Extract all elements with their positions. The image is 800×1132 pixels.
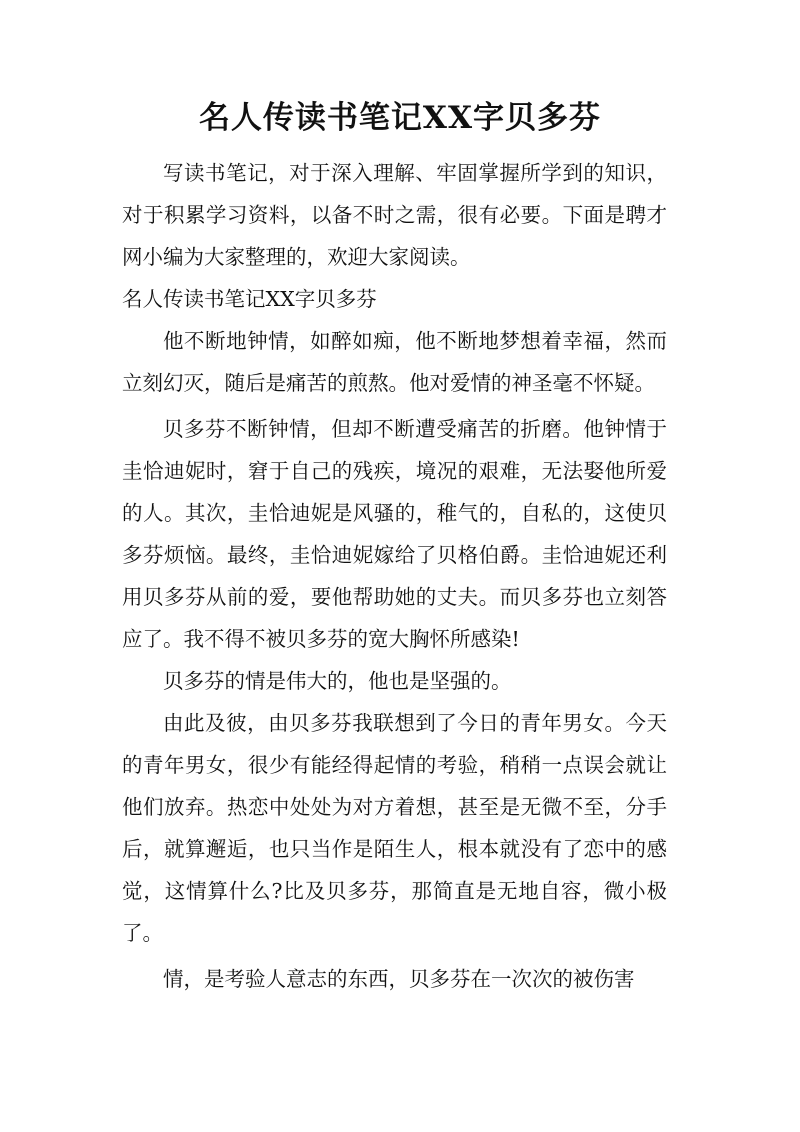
- body-paragraph: 贝多芬的情是伟大的，他也是坚强的。: [163, 669, 512, 693]
- body-paragraph: 由此及彼，由贝多芬我联想到了今日的青年男女。今天的青年男女，很少有能经得起情的考验，稍稍一点误会就让他们放弃。热恋中处处为对方着想，甚至是无微不至，分手后，就算邂逅，也只当作是陌生人，根本就没有了恋中的感觉，这情算什么?比及贝多芬，那简直是无地自容，微小极了。: [122, 711, 667, 945]
- document-title: 名人传读书笔记XX字贝多芬: [198, 100, 602, 136]
- body-paragraph: 情，是考验人意志的东西，贝多芬在一次次的被伤害: [163, 967, 635, 991]
- section-heading: 名人传读书笔记XX字贝多芬: [122, 287, 377, 311]
- intro-paragraph: 写读书笔记，对于深入理解、牢固掌握所学到的知识，对于积累学习资料，以备不时之需，很有必要。下面是聘才网小编为大家整理的，欢迎大家阅读。: [122, 161, 667, 269]
- document-body: [122, 152, 667, 1000]
- body-paragraph: 他不断地钟情，如醉如痴，他不断地梦想着幸福，然而立刻幻灭，随后是痛苦的煎熬。他对爱情的神圣毫不怀疑。: [122, 329, 667, 395]
- body-paragraph: 贝多芬不断钟情，但却不断遭受痛苦的折磨。他钟情于圭恰迪妮时，窘于自己的残疾，境况的艰难，无法娶他所爱的人。其次，圭恰迪妮是风骚的，稚气的，自私的，这使贝多芬烦恼。最终，圭恰迪妮嫁给了贝格伯爵。圭恰迪妮还利用贝多芬从前的爱，要他帮助她的丈夫。而贝多芬也立刻答应了。我不得不被贝多芬的宽大胸怀所感染!: [122, 417, 667, 651]
